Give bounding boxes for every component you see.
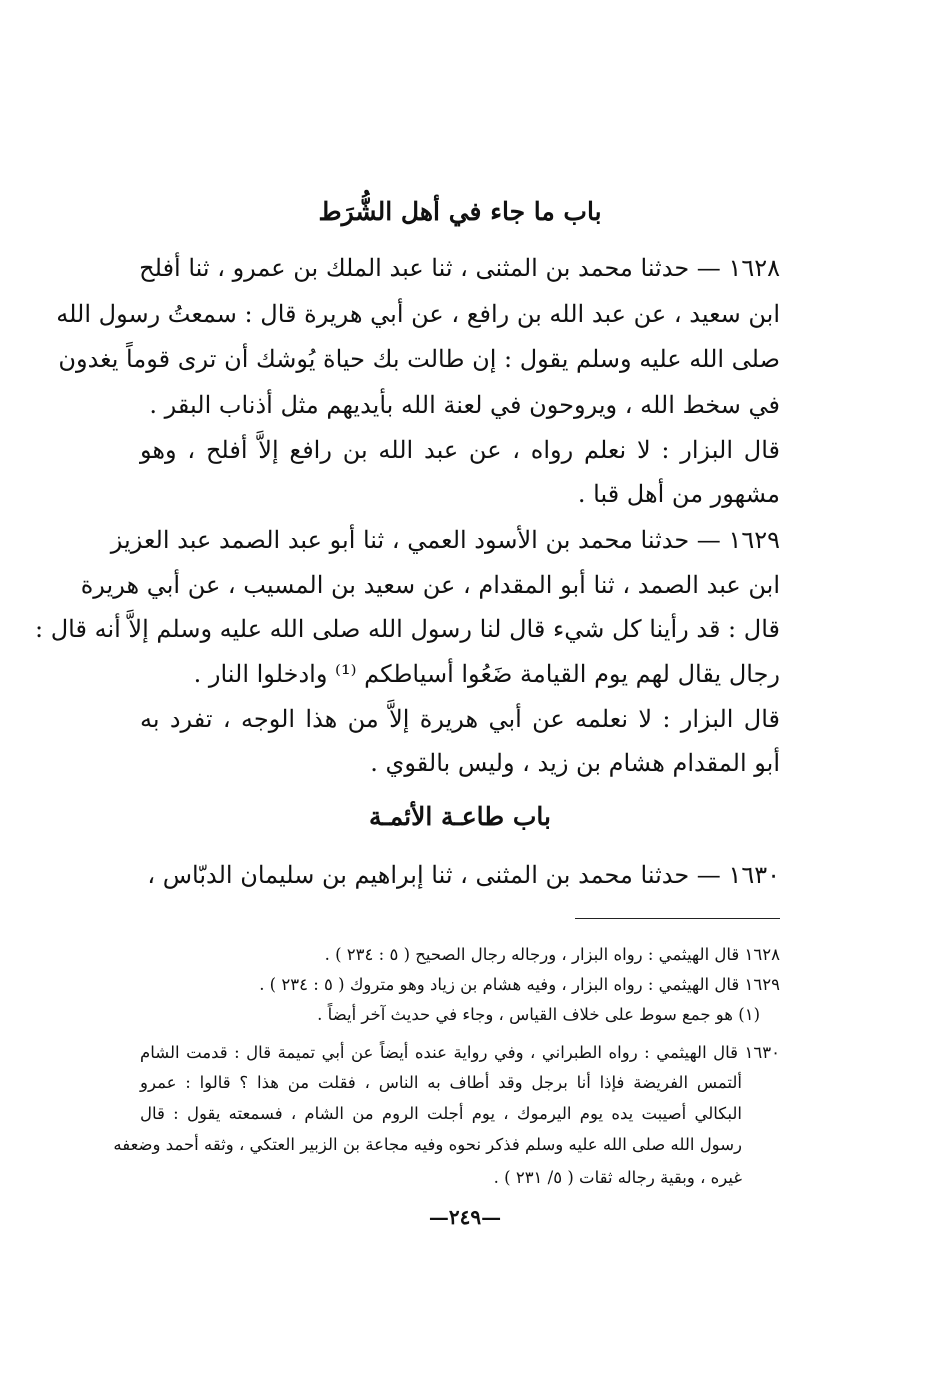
body-line-5: قال البزار : لا نعلم رواه ، عن عبد الله بن رافع إلاَّ أفلح ، وهو xyxy=(140,436,780,464)
body-line-3: صلى الله عليه وسلم يقول : إن طالت بك حياة يُوشك أن ترى قوماً يغدون xyxy=(58,345,780,373)
body-line-2: ابن سعيد ، عن عبد الله بن رافع ، عن أبي هريرة قال : سمعتُ رسول الله xyxy=(56,300,780,328)
body-line-6: مشهور من أهل قبا . xyxy=(577,480,780,508)
body-line-4: في سخط الله ، ويروحون في لعنة الله بأيديهم مثل أذناب البقر . xyxy=(149,391,780,419)
chapter-heading-police: باب ما جاء في أهل الشُّرَط xyxy=(318,197,602,226)
footnote-separator xyxy=(575,918,780,919)
footnote-1630-line-5: غيره ، وبقية رجاله ثقات ( ٥/ ٢٣١ ) . xyxy=(493,1168,742,1187)
body-line-9: قال : قد رأينا كل شيء قال لنا رسول الله صلى الله عليه وسلم إلاَّ أنه قال : xyxy=(35,615,780,643)
footnote-1630-line-4: رسول الله صلى الله عليه وسلم فذكر نحوه وفيه مجاعة بن الزبير العتكي ، وثقه أحمد وضعفه xyxy=(113,1135,742,1154)
body-line-11: قال البزار : لا نعلمه عن أبي هريرة إلاَّ من هذا الوجه ، تفرد به xyxy=(140,705,780,733)
body-line-1: ١٦٢٨ — حدثنا محمد بن المثنى ، ثنا عبد الملك بن عمرو ، ثنا أفلح xyxy=(139,254,780,282)
footnote-1630-line-3: البكالي أصيبت يده يوم اليرموك ، يوم أجلت الروم من الشام ، فسمعته يقول : قال xyxy=(140,1104,742,1123)
chapter-heading-obedience: باب طاعـة الأئمـة xyxy=(368,802,552,831)
body-line-8: ابن عبد الصمد ، ثنا أبو المقدام ، عن سعيد بن المسيب ، عن أبي هريرة xyxy=(80,571,780,599)
footnote-note-1: (١) هو جمع سوط على خلاف القياس ، وجاء في حديث آخر أيضاً . xyxy=(317,1005,760,1024)
body-line-7: ١٦٢٩ — حدثنا محمد بن الأسود العمي ، ثنا أبو عبد الصمد عبد العزيز xyxy=(110,526,780,554)
page-number: —٢٤٩— xyxy=(428,1205,502,1229)
body-line-12: أبو المقدام هشام بن زيد ، وليس بالقوي . xyxy=(370,749,780,777)
footnote-1628: ١٦٢٨ قال الهيثمي : رواه البزار ، ورجاله رجال الصحيح ( ٥ : ٢٣٤ ) . xyxy=(324,945,780,964)
body-line-10: رجال يقال لهم يوم القيامة ضَعُوا أسياطكم ⁽¹⁾ وادخلوا النار . xyxy=(193,660,780,688)
footnote-1630-line-2: ألتمس الفريضة فإذا أنا برجل وقد أطاف به الناس ، فقلت من هذا ؟ قالوا : عمرو xyxy=(140,1073,742,1092)
body-line-13: ١٦٣٠ — حدثنا محمد بن المثنى ، ثنا إبراهيم بن سليمان الدبّاس ، xyxy=(147,861,780,889)
footnote-1629: ١٦٢٩ قال الهيثمي : رواه البزار ، وفيه هشام بن زياد وهو متروك ( ٥ : ٢٣٤ ) . xyxy=(259,975,780,994)
footnote-1630-line-1: ١٦٣٠ قال الهيثمي : رواه الطبراني ، وفي رواية عنده أيضاً عن أبي تميمة قال : قدمت الشام xyxy=(140,1043,780,1062)
